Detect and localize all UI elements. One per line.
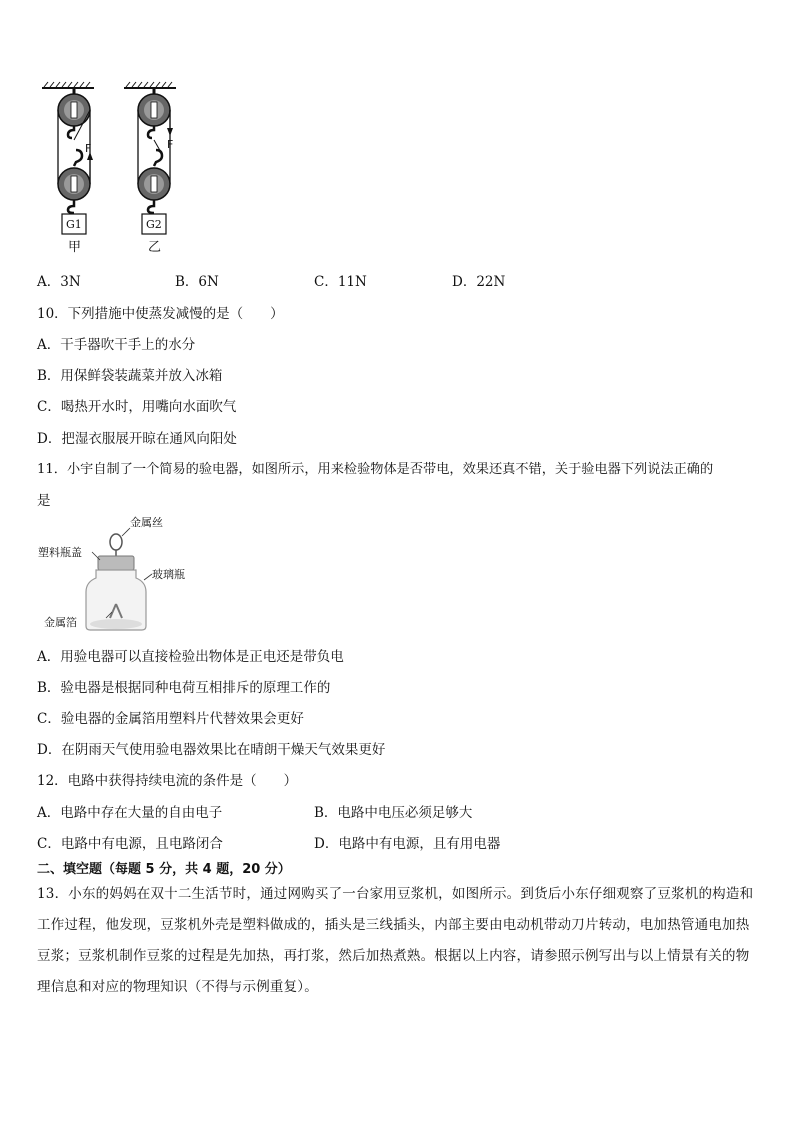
q10-option-d: D．把湿衣服展开晾在通风向阳处 <box>37 431 237 447</box>
q10-option-a: A．干手器吹干手上的水分 <box>37 337 196 353</box>
q12-option-d: D．电路中有电源，且有用电器 <box>314 836 501 852</box>
section-title-fill-in: 二、填空题（每题 5 分，共 4 题，20 分） <box>37 862 291 877</box>
weight-label-yi: G2 <box>146 218 162 231</box>
q12-option-b: B．电路中电压必须足够大 <box>314 805 473 821</box>
fixed-pulley-yi <box>138 88 170 138</box>
q12-option-a: A．电路中存在大量的自由电子 <box>37 805 223 821</box>
q12-option-c: C．电路中有电源，且电路闭合 <box>37 836 223 852</box>
label-plastic-cap: 塑料瓶盖 <box>38 546 82 559</box>
q9-option-d: D．22N <box>452 274 506 290</box>
q12-stem: 12．电路中获得持续电流的条件是（ ） <box>37 773 298 789</box>
q11-option-c: C．验电器的金属箔用塑料片代替效果会更好 <box>37 711 304 727</box>
q11-stem-line1: 11．小宇自制了一个简易的验电器，如图所示，用来检验物体是否带电，效果还真不错，关于验电器下列说法正确的 <box>37 462 714 477</box>
force-label-yi: F <box>167 138 174 151</box>
electroscope-figure <box>36 512 196 634</box>
q10-stem: 10．下列措施中使蒸发减慢的是（ ） <box>37 306 284 322</box>
caption-jia: 甲 <box>68 240 82 255</box>
caption-yi: 乙 <box>148 240 162 255</box>
fixed-pulley-jia <box>58 88 90 138</box>
q9-option-b: B．6N <box>175 274 219 290</box>
movable-pulley-yi <box>138 150 170 213</box>
q10-option-c: C．喝热开水时，用嘴向水面吹气 <box>37 399 237 415</box>
q9-option-c: C．11N <box>314 274 367 290</box>
label-metal-wire: 金属丝 <box>130 516 163 529</box>
label-glass-bottle: 玻璃瓶 <box>152 568 185 581</box>
movable-pulley-jia <box>58 150 90 213</box>
plastic-cap <box>98 556 134 570</box>
q11-option-d: D．在阴雨天气使用验电器效果比在晴朗干燥天气效果更好 <box>37 742 386 758</box>
q11-option-a: A．用验电器可以直接检验出物体是正电还是带负电 <box>37 649 344 665</box>
q10-option-b: B．用保鲜袋装蔬菜并放入冰箱 <box>37 368 223 384</box>
q11-stem-line2: 是 <box>37 493 51 509</box>
q9-option-a: A．3N <box>37 274 81 290</box>
weight-label-jia: G1 <box>66 218 82 231</box>
q13-text: 13．小东的妈妈在双十二生活节时，通过网购买了一台家用豆浆机，如图所示。到货后小东仔细观察了豆浆机的构造和工作过程，他发现，豆浆机外壳是塑料做成的，插头是三线插头，内部主要由电动机带动刀片转动，电加热管通电加热豆浆；豆浆机制作豆浆的过程是先加热，再打浆，然后加热煮熟。根据以上内容，请参照示例写出与以上情景有关的物理信息和对应的物理知识（不得与示例重复）。 <box>37 886 754 995</box>
ceiling-yi <box>124 82 176 88</box>
ceiling-jia <box>42 82 94 88</box>
label-metal-foil: 金属箔 <box>44 616 77 629</box>
q11-option-b: B．验电器是根据同种电荷互相排斥的原理工作的 <box>37 680 331 696</box>
pulley-figure <box>36 80 186 260</box>
force-label-jia: F <box>85 142 92 155</box>
